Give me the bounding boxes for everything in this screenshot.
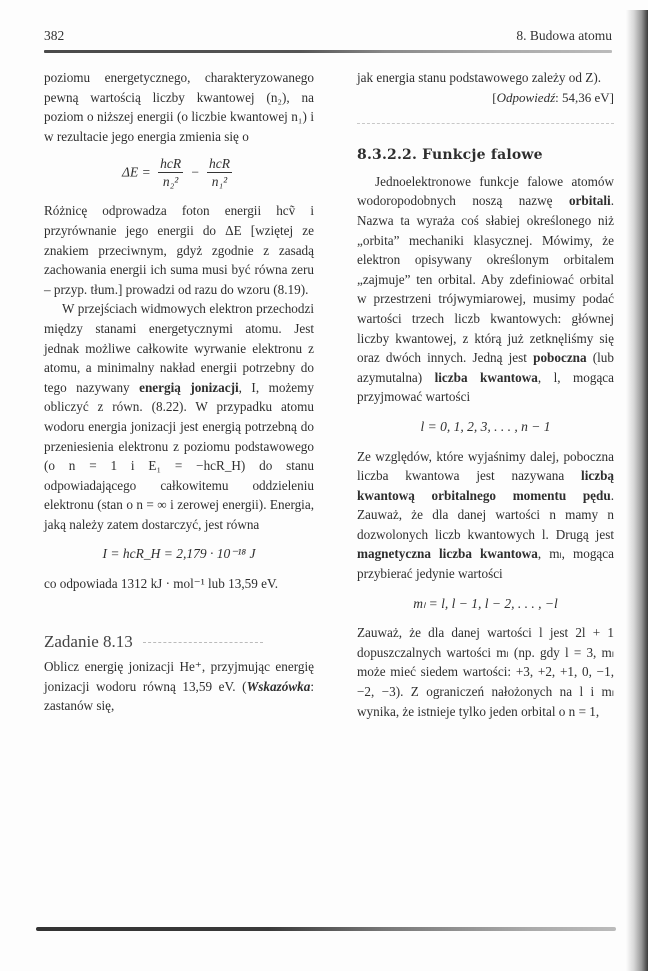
page-number: 382 bbox=[44, 28, 65, 43]
dotted-rule bbox=[143, 642, 263, 643]
paragraph: Zauważ, że dla danej wartości l jest 2l + 1 dopuszczalnych wartości mₗ (np. gdy l = 3, mₗ może mieć siedem wartości: +3, +2, +1, 0, −1, −2, −3). Z ograniczeń nałożonych na l i mₗ wynika, że istnieje tylko jeden orbital o n = 1, bbox=[357, 625, 614, 719]
answer: [Odpowiedź: 54,36 eV] bbox=[492, 89, 614, 105]
fraction: $\frac{\text{hcR}}{\text{n₂²}}$ bbox=[160, 156, 182, 190]
section-heading: 8.3.2.2. Funkcje falowe bbox=[357, 147, 543, 164]
footer-rule bbox=[36, 927, 616, 931]
dotted-rule bbox=[357, 123, 614, 124]
term-orbital-angular-momentum: liczbą kwantową orbitalnego momentu pędu bbox=[357, 468, 614, 503]
term-quantum-number: liczba kwantowa bbox=[434, 369, 538, 385]
equation-l-values: l = 0, 1, 2, 3, . . . , n − 1 bbox=[420, 418, 551, 434]
right-column bbox=[357, 68, 614, 721]
fraction: $\frac{\text{hcR}}{\text{n₁²}}$ bbox=[208, 156, 230, 190]
chapter-title: 8. Budowa atomu bbox=[516, 28, 612, 43]
task-text-continued: jak energia stanu podstawowego zależy od Z). bbox=[357, 70, 602, 85]
term-magnetic-quantum-number: magnetyczna liczba kwantowa bbox=[357, 546, 538, 562]
paragraph-ionization: W przejściach widmowych elektron przechodzi między stanami energetycznymi atomu. Jest jednak możliwe całkowite wyrwanie elektronu z atomu, a minimalny nakład energii potrzebny do tego nazywany energią jonizacji, I, możemy obliczyć z równ. (8.22). W przypadku atomu wodoru energia jonizacji jest energią potrzebną do przeniesienia elektronu z poziomu podstawowego (o n = 1 i E₁ = −hcR_H) do stanu odpowiadającego całkowitemu oddzieleniu elektronu (stan o n = ∞ i zerowej energii). Energia, jaką należy zatem dostarczyć, jest równa bbox=[44, 301, 314, 532]
paragraph-angular-momentum: Ze względów, które wyjaśnimy dalej, poboczna liczba kwantowa jest nazywana liczbą kwantową orbitalnego momentu pędu. Zauważ, że dla danej wartości n mamy n dozwolonych liczb kwantowych l. Drugą jest magnetyczna liczba kwantowa, mₗ, mogąca przybierać jedynie wartości bbox=[357, 448, 614, 582]
equation-ml-values: mₗ = l, l − 1, l − 2, . . . , −l bbox=[413, 595, 558, 611]
header-rule bbox=[44, 50, 612, 53]
paragraph: co odpowiada 1312 kJ · mol⁻¹ lub 13,59 eV. bbox=[44, 576, 279, 592]
term-ionization-energy: energią jonizacji bbox=[139, 379, 239, 395]
running-header bbox=[44, 28, 612, 48]
task-text: Oblicz energię jonizacji He⁺, przyjmując energię jonizacji wodoru równą 13,59 eV. (Wskazówka: zastanów się, bbox=[44, 659, 314, 714]
term-orbitals: orbitali bbox=[568, 193, 611, 209]
task-heading: Zadanie 8.13 bbox=[44, 632, 314, 652]
paragraph: poziomu energetycznego, charakteryzowanego pewną wartością liczby kwantowej (n₂), na poziom o niższej energii (o liczbie kwantowej n₁) i w rezultacie jego energia zmienia się o bbox=[44, 70, 314, 144]
paragraph: Różnicę odprowadza foton energii hcṽ i przyrównanie jego energii do ΔE [wziętej ze znakiem przeciwnym, gdyż zgodnie z zasadą zachowania energii ich suma musi być równa zeru – przyp. tłum.] prowadzi od razu do wzoru (8.19). bbox=[44, 203, 314, 297]
paragraph-orbitals: Jednoelektronowe funkcje falowe atomów wodoropodobnych noszą nazwę orbitali. Nazwa ta wyraża coś słabiej określonego niż „orbita” mechaniki klasycznej. Mówimy, że elektron opisywany określonym orbitalem „zajmuje” ten orbital. Aby zdefiniować orbital w przestrzeni trójwymiarowej, musimy podać wartości trzech liczb kwantowych: głównej liczby kwantowej, z którą już zetknęliśmy się oraz dwóch innych. Jedną jest poboczna (lub azymutalna) liczba kwantowa, l, mogąca przyjmować wartości bbox=[357, 173, 615, 405]
equation-ionization: I = hcR_H = 2,179 · 10⁻¹⁸ J bbox=[102, 546, 256, 562]
term-azimuthal: poboczna bbox=[533, 350, 587, 366]
hint-label: Wskazówka bbox=[246, 678, 311, 694]
page-edge-shadow bbox=[626, 10, 648, 971]
left-column bbox=[44, 68, 314, 716]
equation-delta-e: ΔE = $\frac{\text{hcR}}{\text{n₂²}}$ − $\frac{\text{hcR}}{\text{n₁²}}$ bbox=[122, 156, 230, 190]
